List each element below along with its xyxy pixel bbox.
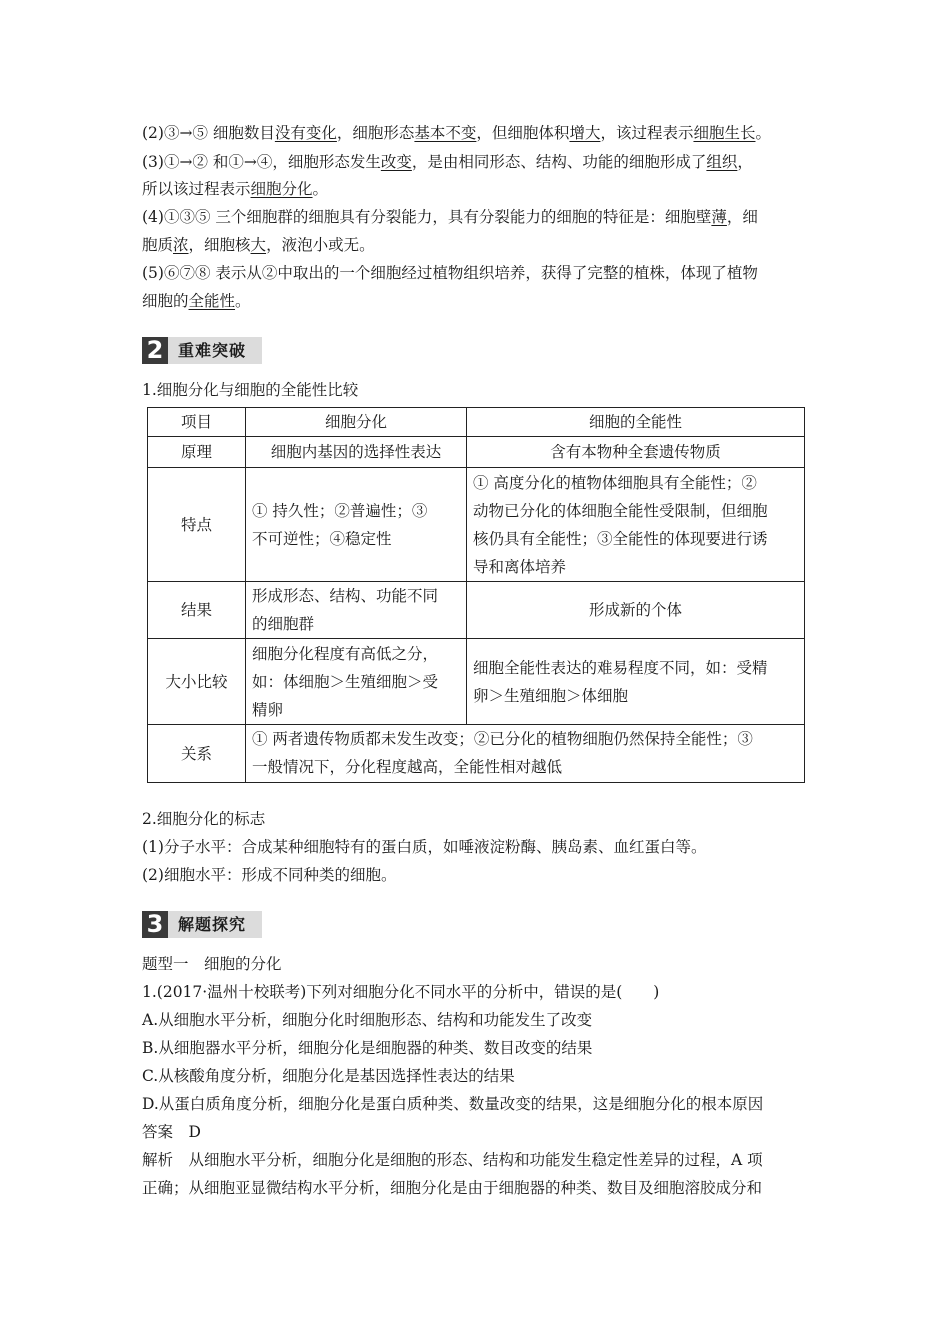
table-cell: ① 两者遗传物质都未发生改变；②已分化的植物细胞仍然保持全能性；③ 一般情况下，分化程度越高，全能性相对越低: [246, 725, 805, 783]
table-row: [148, 468, 805, 582]
comparison-table: [147, 407, 805, 783]
table-row: [148, 437, 805, 468]
marker-heading: 2.细胞分化的标志: [142, 810, 266, 828]
header-cell: 细胞的全能性: [467, 408, 805, 437]
comparison-heading: 1.细胞分化与细胞的全能性比较: [142, 381, 359, 399]
section-title: 重难突破: [178, 341, 247, 360]
paragraph-5-line-2: 细胞的全能性。: [142, 292, 251, 310]
paragraph-4-line-2: 胞质浓，细胞核大，液泡小或无。: [142, 236, 375, 254]
row-label: 结果: [148, 582, 246, 639]
header-cell: 项目: [148, 408, 246, 437]
question-stem: 1.(2017·温州十校联考)下列对细胞分化不同水平的分析中，错误的是( ): [142, 983, 660, 1001]
option-b: B.从细胞器水平分析，细胞分化是细胞器的种类、数目改变的结果: [142, 1039, 593, 1057]
table-cell: 含有本物种全套遗传物质: [467, 437, 805, 468]
option-c: C.从核酸角度分析，细胞分化是基因选择性表达的结果: [142, 1067, 515, 1085]
table-cell: ① 持久性；②普遍性；③ 不可逆性；④稳定性: [246, 468, 467, 582]
table-row: [148, 725, 805, 783]
table-header-row: [148, 408, 805, 437]
analysis-line-2: 正确；从细胞亚显微结构水平分析，细胞分化是由于细胞器的种类、数目及细胞溶胶成分和: [142, 1179, 763, 1197]
row-label: 大小比较: [148, 639, 246, 725]
paragraph-4-line-1: (4)①③⑤ 三个细胞群的细胞具有分裂能力，具有分裂能力的细胞的特征是：细胞壁薄，细: [142, 208, 758, 226]
section-title: 解题探究: [178, 915, 247, 934]
paragraph-5-line-1: (5)⑥⑦⑧ 表示从②中取出的一个细胞经过植物组织培养，获得了完整的植株，体现了植物: [142, 264, 758, 282]
section-number: 3: [142, 911, 168, 938]
table-cell: 细胞全能性表达的难易程度不同，如：受精 卵＞生殖细胞＞体细胞: [467, 639, 805, 725]
table-cell: 形成新的个体: [467, 582, 805, 639]
paragraph-2: (2)③→⑤ 细胞数目没有变化，细胞形态基本不变，但细胞体积增大，该过程表示细胞生长。: [142, 124, 771, 142]
section-header-3: [142, 911, 262, 938]
marker-molecular: (1)分子水平：合成某种细胞特有的蛋白质，如唾液淀粉酶、胰岛素、血红蛋白等。: [142, 838, 707, 856]
table-row: [148, 639, 805, 725]
option-d: D.从蛋白质角度分析，细胞分化是蛋白质种类、数量改变的结果，这是细胞分化的根本原因: [142, 1095, 764, 1113]
row-label: 原理: [148, 437, 246, 468]
table-row: [148, 582, 805, 639]
row-label: 关系: [148, 725, 246, 783]
table-cell: 细胞分化程度有高低之分， 如：体细胞＞生殖细胞＞受 精卵: [246, 639, 467, 725]
row-label: 特点: [148, 468, 246, 582]
paragraph-3-line-1: (3)①→② 和①→④，细胞形态发生改变，是由相同形态、结构、功能的细胞形成了组织，: [142, 153, 753, 171]
option-a: A.从细胞水平分析，细胞分化时细胞形态、结构和功能发生了改变: [142, 1011, 593, 1029]
marker-cellular: (2)细胞水平：形成不同种类的细胞。: [142, 866, 397, 884]
analysis-line-1: 解析 从细胞水平分析，细胞分化是细胞的形态、结构和功能发生稳定性差异的过程，A 项: [142, 1151, 763, 1169]
table-cell: 细胞内基因的选择性表达: [246, 437, 467, 468]
section-header-2: [142, 337, 262, 364]
header-cell: 细胞分化: [246, 408, 467, 437]
question-type: 题型一 细胞的分化: [142, 955, 282, 973]
section-number: 2: [142, 337, 168, 364]
answer: 答案 D: [142, 1123, 201, 1141]
table-cell: ① 高度分化的植物体细胞具有全能性；② 动物已分化的体细胞全能性受限制，但细胞 核仍具有全能性；③全能性的体现要进行诱 导和离体培养: [467, 468, 805, 582]
paragraph-3-line-2: 所以该过程表示细胞分化。: [142, 180, 329, 198]
table-cell: 形成形态、结构、功能不同 的细胞群: [246, 582, 467, 639]
